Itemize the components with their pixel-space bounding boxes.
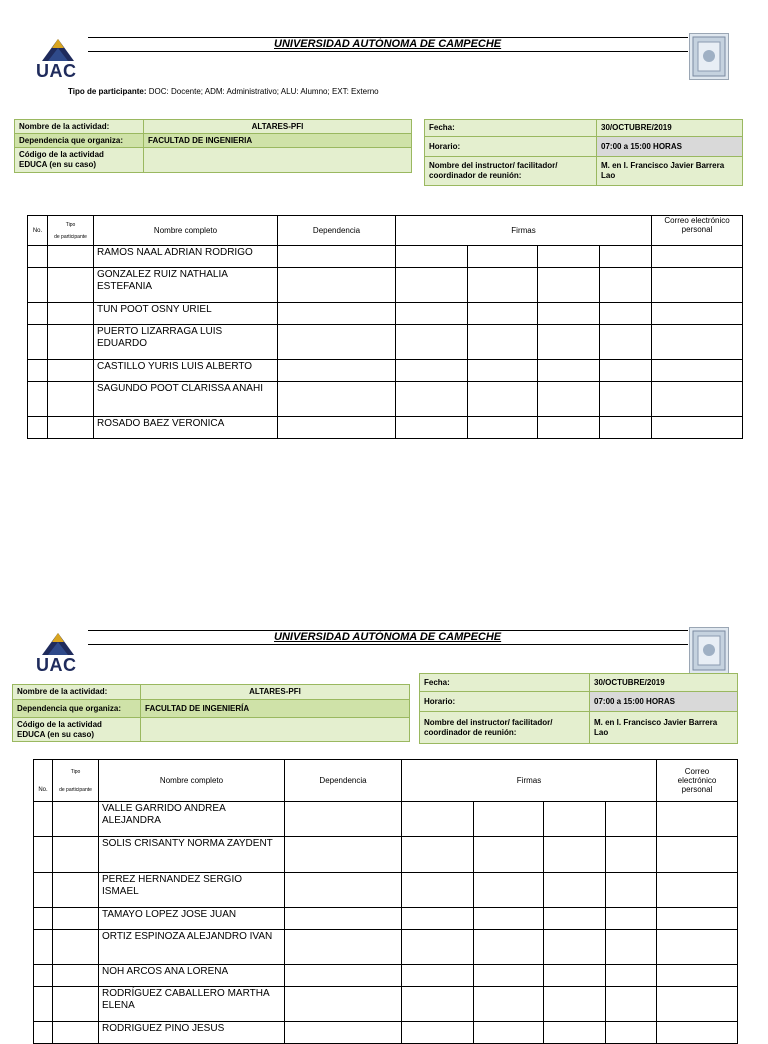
table-row <box>34 908 738 930</box>
schedule-value: 07:00 a 15:00 HORAS <box>590 692 738 712</box>
table-row <box>34 987 738 1022</box>
uac-logo-icon <box>40 36 76 62</box>
col-email: Correo electrónico personal <box>657 760 738 802</box>
participant-type-label: Tipo de participante: <box>68 87 147 96</box>
participant-name: VALLE GARRIDO ANDREA ALEJANDRA <box>99 802 285 837</box>
participant-name: PUERTO LIZARRAGA LUIS EDUARDO <box>94 325 278 360</box>
participant-name: ROSADO BAEZ VERONICA <box>94 417 278 439</box>
col-signatures: Firmas <box>402 760 657 802</box>
participant-name: RODRÍGUEZ CABALLERO MARTHA ELENA <box>99 987 285 1022</box>
participant-name: RODRIGUEZ PINO JESUS <box>99 1022 285 1044</box>
date-label: Fecha: <box>420 674 590 692</box>
table-row <box>34 965 738 987</box>
col-email: Correo electrónico personal <box>652 216 743 246</box>
activity-info-table <box>12 684 410 742</box>
participant-name: SAGUNDO POOT CLARISSA ANAHI <box>94 382 278 417</box>
page-2 <box>0 600 768 1034</box>
table-row <box>34 930 738 965</box>
educa-code-label: Código de la actividad EDUCA (en su caso) <box>15 148 144 173</box>
page-1 <box>0 0 768 460</box>
date-label: Fecha: <box>425 120 597 137</box>
organizer-value: FACULTAD DE INGENIERÍA <box>141 700 410 718</box>
instructor-label: Nombre del instructor/ facilitador/ coordinador de reunión: <box>425 157 597 186</box>
table-row <box>34 802 738 837</box>
participant-name: TAMAYO LOPEZ JOSE JUAN <box>99 908 285 930</box>
educa-code-label: Código de la actividad EDUCA (en su caso) <box>13 718 141 742</box>
col-no: No. <box>34 760 53 802</box>
university-seal-icon <box>689 33 729 80</box>
col-dependency: Dependencia <box>285 760 402 802</box>
university-seal-icon <box>689 627 729 674</box>
schedule-info-table <box>419 673 738 744</box>
uac-logo-text: UAC <box>36 61 77 81</box>
col-participant-type: Tipo de participante <box>48 216 94 246</box>
table-row <box>34 1022 738 1044</box>
table-row <box>28 382 743 417</box>
participant-name: SOLIS CRISANTY NORMA ZAYDENT <box>99 837 285 873</box>
participant-name: ORTIZ ESPINOZA ALEJANDRO IVAN <box>99 930 285 965</box>
col-full-name: Nombre completo <box>99 760 285 802</box>
organizer-label: Dependencia que organiza: <box>15 134 144 148</box>
uac-logo-text: UAC <box>36 655 77 675</box>
university-title: UNIVERSIDAD AUTÓNOMA DE CAMPECHE <box>274 631 502 643</box>
instructor-value: M. en I. Francisco Javier Barrera Lao <box>590 712 738 744</box>
educa-code-value <box>144 148 412 173</box>
participant-name: CASTILLO YURIS LUIS ALBERTO <box>94 360 278 382</box>
schedule-info-table <box>424 119 743 186</box>
col-participant-type: Tipo de participante <box>53 760 99 802</box>
participant-name: PEREZ HERNANDEZ SERGIO ISMAEL <box>99 873 285 908</box>
col-full-name: Nombre completo <box>94 216 278 246</box>
activity-name-value: ALTARES-PFI <box>144 120 412 134</box>
instructor-label: Nombre del instructor/ facilitador/ coordinador de reunión: <box>420 712 590 744</box>
university-title: UNIVERSIDAD AUTÓNOMA DE CAMPECHE <box>274 38 502 50</box>
activity-name-label: Nombre de la actividad: <box>15 120 144 134</box>
participant-name: TUN POOT OSNY URIEL <box>94 303 278 325</box>
date-value: 30/OCTUBRE/2019 <box>597 120 743 137</box>
participant-name: NOH ARCOS ANA LORENA <box>99 965 285 987</box>
title-rule-bottom <box>88 51 688 52</box>
participant-name: RAMOS NAAL ADRIAN RODRIGO <box>94 246 278 268</box>
col-signatures: Firmas <box>396 216 652 246</box>
activity-info-table <box>14 119 412 173</box>
table-row <box>28 360 743 382</box>
schedule-label: Horario: <box>420 692 590 712</box>
organizer-label: Dependencia que organiza: <box>13 700 141 718</box>
table-row <box>28 417 743 439</box>
schedule-value: 07:00 a 15:00 HORAS <box>597 137 743 157</box>
col-dependency: Dependencia <box>278 216 396 246</box>
schedule-label: Horario: <box>425 137 597 157</box>
table-row <box>28 325 743 360</box>
instructor-value: M. en I. Francisco Javier Barrera Lao <box>597 157 743 186</box>
educa-code-value <box>141 718 410 742</box>
table-row <box>34 837 738 873</box>
participant-type-legend <box>68 87 379 96</box>
participant-type-text: DOC: Docente; ADM: Administrativo; ALU: Alumno; EXT: Externo <box>146 87 379 96</box>
table-row <box>34 873 738 908</box>
uac-logo-icon <box>40 630 76 656</box>
table-row <box>28 246 743 268</box>
organizer-value: FACULTAD DE INGENIERIA <box>144 134 412 148</box>
table-row <box>28 303 743 325</box>
attendance-table-1 <box>27 215 743 439</box>
col-no: No. <box>28 216 48 246</box>
title-rule-bottom <box>88 644 688 645</box>
attendance-table-2 <box>33 759 738 1044</box>
activity-name-label: Nombre de la actividad: <box>13 685 141 700</box>
activity-name-value: ALTARES-PFI <box>141 685 410 700</box>
date-value: 30/OCTUBRE/2019 <box>590 674 738 692</box>
table-row <box>28 268 743 303</box>
participant-name: GONZALEZ RUIZ NATHALIA ESTEFANIA <box>94 268 278 303</box>
